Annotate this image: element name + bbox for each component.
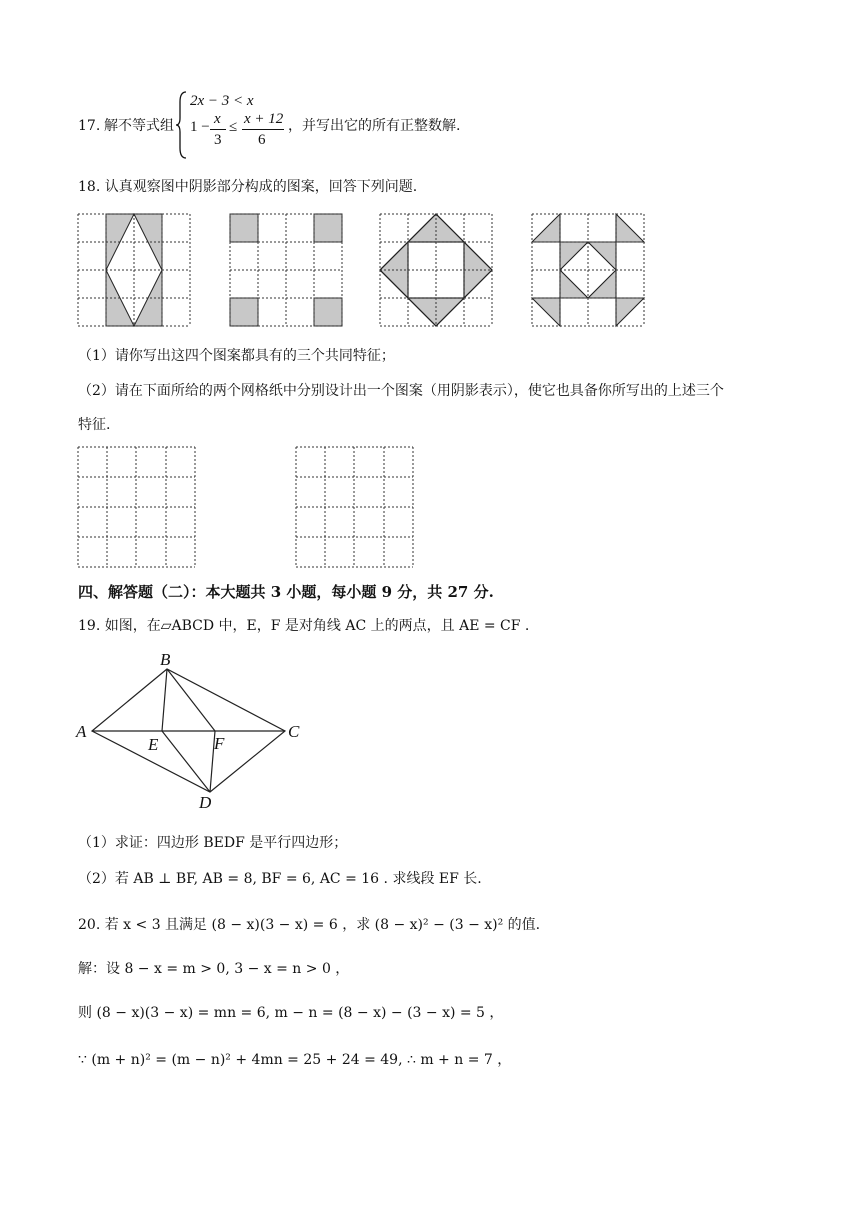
q17-inequality-2-lead: 1 − — [190, 119, 210, 135]
q19-part2: （2）若 AB ⊥ BF, AB = 8, BF = 6, AC = 16 . 求线段 EF 长. — [78, 871, 482, 887]
q17-number: 17. — [78, 118, 101, 134]
q17-prefix: 解不等式组 — [104, 118, 174, 134]
q17-frac1-num: x — [214, 111, 221, 127]
label-F: F — [214, 734, 225, 753]
q20-solution-line2: 则 (8 − x)(3 − x) = mn = 6, m − n = (8 − x) − (3 − x) = 5 ， — [78, 1005, 504, 1021]
pattern-2-corners — [230, 214, 342, 326]
q18-part1: （1）请你写出这四个图案都具有的三个共同特征； — [78, 348, 395, 364]
q19-part1: （1）求证：四边形 BEDF 是平行四边形； — [78, 835, 348, 851]
q17-inequality-1: 2x − 3 < x — [190, 93, 254, 109]
q19-parallelogram-figure — [76, 650, 316, 810]
q20-solution-line1: 解：设 8 − x = m > 0, 3 − x = n > 0 ， — [78, 961, 350, 977]
q17-frac1-bar — [210, 129, 226, 130]
blank-grid-right[interactable] — [296, 447, 414, 567]
section-4-heading: 四、解答题（二）：本大题共 3 小题，每小题 9 分，共 27 分. — [78, 583, 494, 601]
q17-brace — [176, 90, 188, 160]
q18-stem: 18. 认真观察图中阴影部分构成的图案，回答下列问题. — [78, 179, 418, 195]
label-C: C — [288, 722, 300, 741]
q17-frac2-bar — [242, 129, 284, 130]
label-B: B — [160, 650, 171, 669]
q17-suffix: ，并写出它的所有正整数解. — [288, 118, 461, 134]
q17-frac1-den: 3 — [214, 132, 222, 148]
q20-stem: 20. 若 x < 3 且满足 (8 − x)(3 − x) = 6 ，求 (8 − x)² − (3 − x)² 的值. — [78, 917, 541, 933]
q17-frac2-den: 6 — [258, 132, 266, 148]
pattern-4-triangles — [532, 214, 644, 326]
pattern-1-diamond — [78, 214, 190, 326]
q20-solution-line3: ∵ (m + n)² = (m − n)² + 4mn = 25 + 24 = 49, ∴ m + n = 7 ， — [78, 1052, 512, 1068]
blank-grid-left[interactable] — [78, 447, 196, 567]
label-E: E — [148, 735, 159, 754]
q18-part2-line2: 特征. — [78, 417, 111, 433]
q19-stem: 19. 如图，在▱ABCD 中，E，F 是对角线 AC 上的两点，且 AE = CF . — [78, 618, 530, 634]
label-A: A — [76, 722, 87, 741]
label-D: D — [199, 793, 212, 812]
q17-frac2-num: x + 12 — [244, 111, 284, 127]
q17-leq: ≤ — [229, 119, 238, 135]
pattern-3-octagon — [380, 214, 492, 326]
q18-part2-line1: （2）请在下面所给的两个网格纸中分别设计出一个图案（用阴影表示），使它也具备你所写出的上述三个 — [78, 383, 724, 399]
